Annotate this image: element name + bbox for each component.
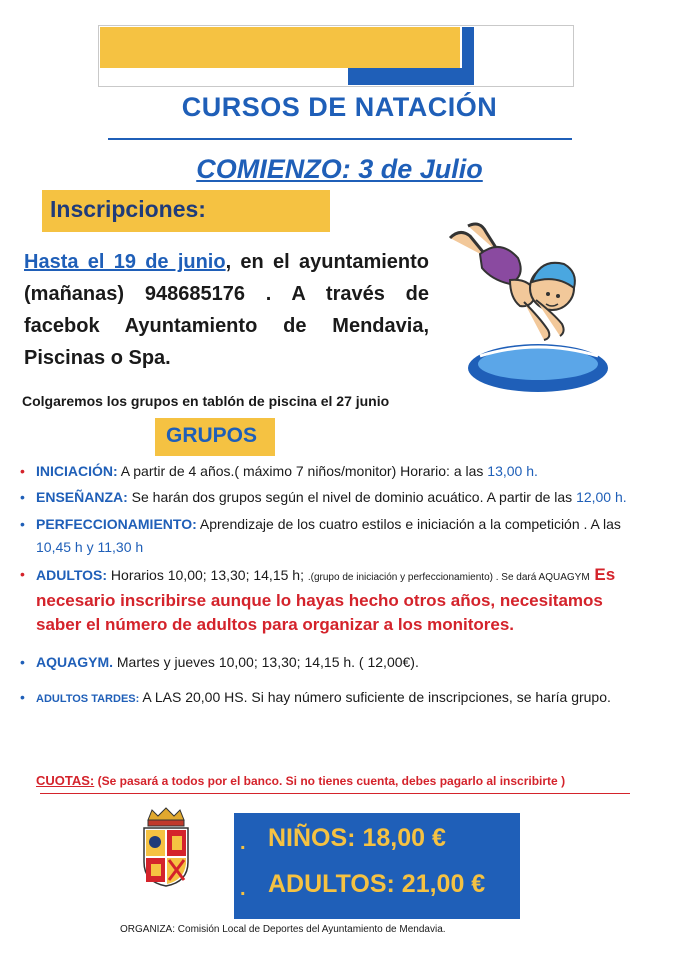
cuotas-underline [40,793,630,794]
group-ensenanza [18,486,630,509]
group-text: A LAS 20,00 HS. Si hay número suficiente de inscripciones, se haría grupo. [139,689,611,705]
header-frame [98,25,574,87]
groups-note: Colgaremos los grupos en tablón de piscina el 27 junio [22,393,390,409]
group-time: 13,00 h. [487,463,538,479]
price-bullet: . [240,832,246,854]
group-text: Se harán dos grupos según el nivel de dominio acuático. A partir de las [127,489,577,505]
group-name: PERFECCIONAMIENTO: [36,516,197,532]
group-time: 10,45 h y 11,30 h [36,539,144,555]
group-iniciacion [18,460,630,483]
organizer-footer: ORGANIZA: Comisión Local de Deportes del Ayuntamiento de Mendavia. [120,924,446,935]
group-text: Aprendizaje de los cuatro estilos e iniciación a la competición . A las [196,516,621,532]
group-text: Martes y jueves 10,00; 13,30; 14,15 h. ( 12,00€). [113,654,419,670]
inscripciones-heading: Inscripciones: [50,196,206,222]
start-date: COMIENZO: 3 de Julio [196,154,483,184]
cuotas-label: CUOTAS: [36,773,95,788]
group-adultos-tardes [18,686,630,711]
groups-heading: GRUPOS [166,424,258,447]
swimmer-diving-icon [440,218,620,398]
group-text: A partir de 4 años.( máximo 7 niños/monitor) Horario: a las [117,463,488,479]
group-perfeccionamiento [18,513,630,559]
group-name: ADULTOS: [36,567,108,583]
group-name: INICIACIÓN: [36,463,118,479]
group-text: Horarios 10,00; 13,30; 14,15 h; [107,567,308,583]
group-name: ENSEÑANZA: [36,489,128,505]
deadline-text: Hasta el 19 de junio [24,251,226,273]
inscripciones-text [24,246,429,374]
group-name: AQUAGYM. [36,654,113,670]
groups-list [18,460,630,711]
group-small-note: .(grupo de iniciación y perfeccionamiento) . Se dará AQUAGYM [307,572,590,583]
mendavia-coat-of-arms-icon [138,806,194,888]
price-adultos: ADULTOS: 21,00 € [268,870,486,898]
price-ninos: NIÑOS: 18,00 € [268,824,446,852]
title-divider [108,138,572,140]
page-title: CURSOS DE NATACIÓN [181,92,498,122]
inscripciones-details: , en el ayuntamiento (mañanas) 948685176 . A través de facebok Ayuntamiento de Mendavia, Piscinas o Spa. [24,251,430,369]
group-warning: Es necesario inscribirse aunque lo hayas hecho otros años, necesitamos saber el número de adultos para organizar a los monitores. [36,565,616,634]
group-time: 12,00 h. [576,489,627,505]
group-adultos [18,563,630,637]
group-name: ADULTOS TARDES: [36,693,140,705]
cuotas-line [36,773,636,788]
cuotas-text: (Se pasará a todos por el banco. Si no tienes cuenta, debes pagarlo al inscribirte ) [94,774,566,788]
price-bullet: . [240,878,246,900]
group-aquagym [18,651,630,674]
